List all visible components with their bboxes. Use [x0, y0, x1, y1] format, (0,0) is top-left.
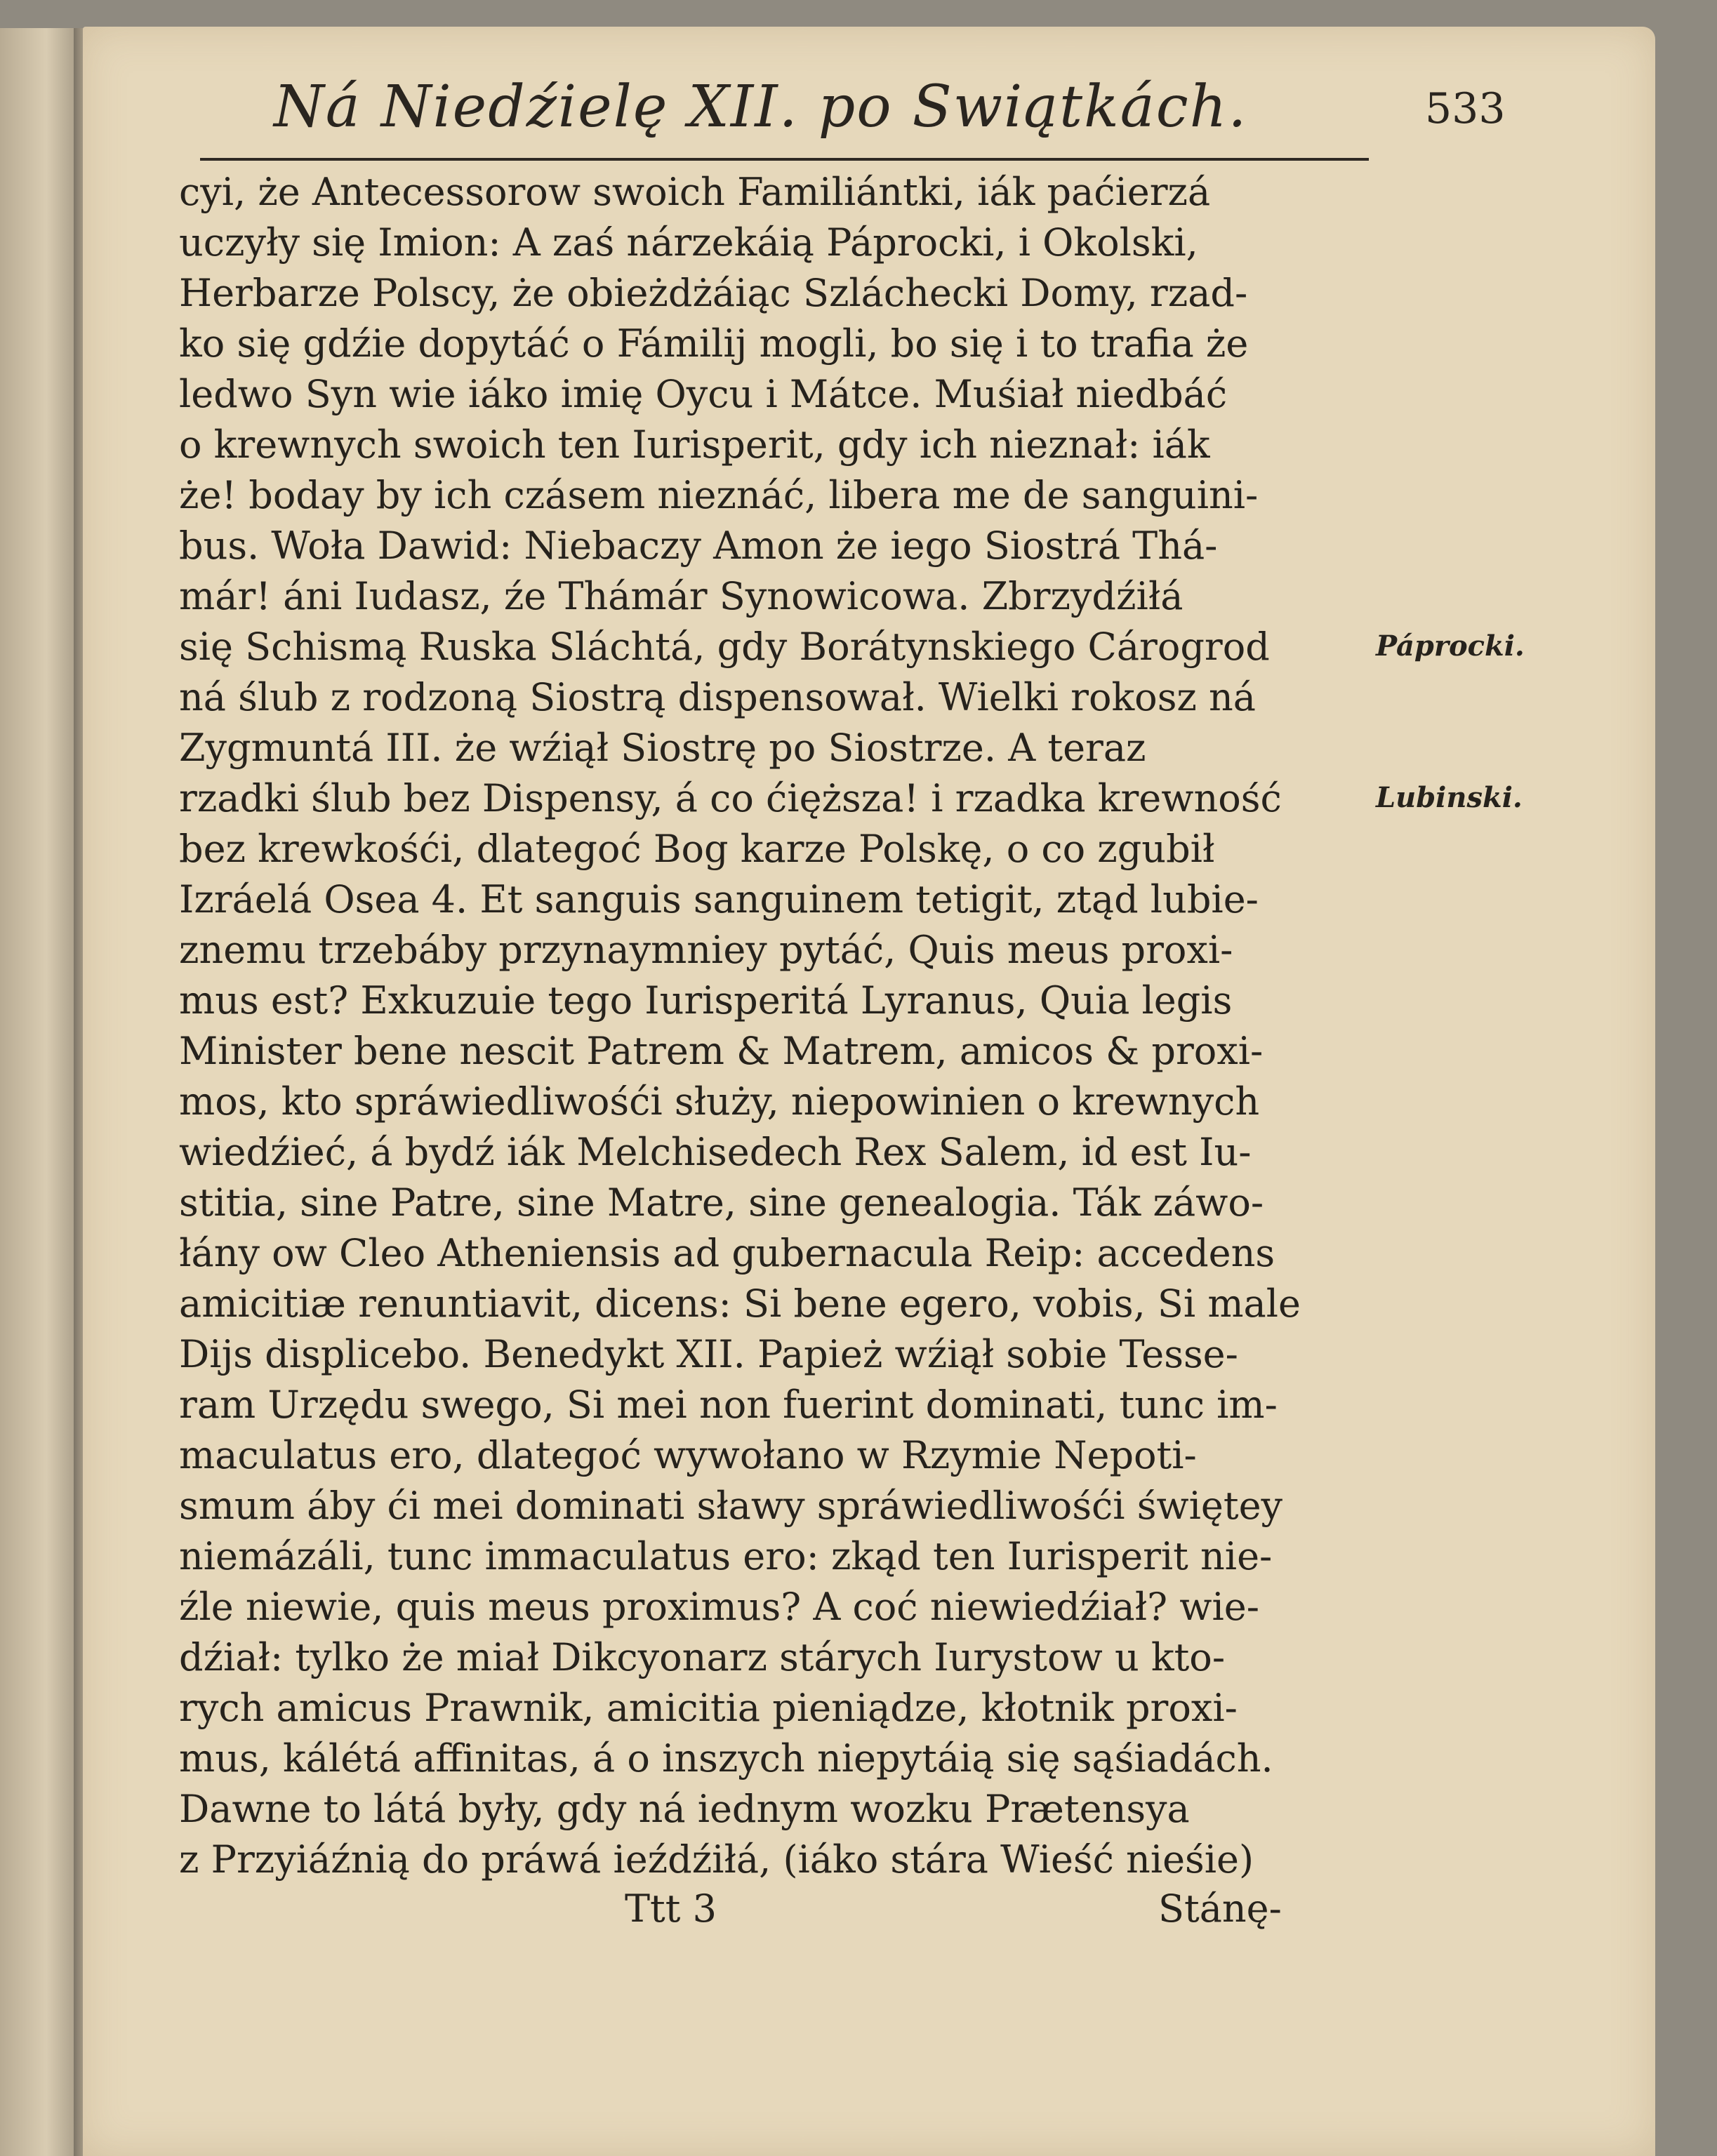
text-line: Herbarze Polscy, że obieżdżáiąc Szláchecki Domy, rzad-: [179, 271, 1248, 315]
text-line: Minister bene nescit Patrem & Matrem, amicos & proxi-: [179, 1029, 1264, 1073]
text-line: bez krewkośći, dlategoć Bog karze Polskę, o co zgubił: [179, 827, 1215, 871]
text-line: z Przyiáźnią do práwá ieźdźiłá, (iáko stára Wieść nieśie): [179, 1837, 1254, 1882]
text-line: stitia, sine Patre, sine Matre, sine genealogia. Ták záwo-: [179, 1180, 1264, 1225]
text-line: mos, kto spráwiedliwośći służy, niepowinien o krewnych: [179, 1079, 1260, 1124]
text-line: smum áby ći mei dominati sławy spráwiedliwośći świętey: [179, 1484, 1283, 1528]
text-line: már! áni Iudasz, źe Thámár Synowicowa. Zbrzydźiłá: [179, 574, 1184, 618]
text-line: o krewnych swoich ten Iurisperit, gdy ich nieznał: iák: [179, 422, 1210, 467]
text-line: ledwo Syn wie iáko imię Oycu i Mátce. Muśiał niedbáć: [179, 372, 1228, 416]
header-rule: [200, 158, 1369, 161]
text-line: rzadki ślub bez Dispensy, á co ćięższa! i rzadka krewność: [179, 776, 1282, 820]
text-line: Izráelá Osea 4. Et sanguis sanguinem tetigit, ztąd lubie-: [179, 877, 1259, 921]
text-line: maculatus ero, dlategoć wywołano w Rzymie Nepoti-: [179, 1433, 1197, 1477]
text-line: dźiał: tylko że miał Dikcyonarz stárych Iurystow u kto-: [179, 1635, 1226, 1679]
text-line: uczyły się Imion: A zaś nárzekáią Páprocki, i Okolski,: [179, 220, 1198, 265]
text-line: rych amicus Prawnik, amicitia pieniądze, kłotnik proxi-: [179, 1686, 1238, 1730]
text-line: bus. Woła Dawid: Niebaczy Amon że iego Siostrá Thá-: [179, 524, 1218, 568]
text-line: łány ow Cleo Atheniensis ad gubernacula Reip: accedens: [179, 1231, 1275, 1275]
text-line: ram Urzędu swego, Si mei non fuerint dominati, tunc im-: [179, 1383, 1278, 1427]
catchword: Stánę-: [1158, 1886, 1282, 1931]
page-number: 533: [1425, 84, 1506, 133]
text-line: ko się gdźie dopytáć o Fámilij mogli, bo się i to trafia że: [179, 321, 1249, 366]
margin-note: Lubinski.: [1376, 781, 1523, 814]
text-line: się Schismą Ruska Sláchtá, gdy Borátynskiego Cárogrod: [179, 625, 1270, 669]
text-line: Dawne to látá były, gdy ná iednym wozku Prætensya: [179, 1787, 1190, 1831]
text-line: mus, kálétá affinitas, á o inszych niepytáią się sąśiadách.: [179, 1736, 1273, 1781]
text-line: niemázáli, tunc immaculatus ero: zkąd ten Iurisperit nie-: [179, 1534, 1273, 1578]
margin-note: Páprocki.: [1376, 630, 1525, 663]
text-line: ná ślub z rodzoną Siostrą dispensował. Wielki rokosz ná: [179, 675, 1256, 719]
body-text: [179, 167, 1386, 1885]
text-line: źle niewie, quis meus proximus? A coć niewiedźiał? wie-: [179, 1585, 1259, 1629]
text-line: że! boday by ich czásem nieznáć, libera me de sanguini-: [179, 473, 1259, 517]
text-line: amicitiæ renuntiavit, dicens: Si bene egero, vobis, Si male: [179, 1282, 1301, 1326]
text-line: znemu trzebáby przynaymniey pytáć, Quis meus proxi-: [179, 928, 1233, 972]
signature-mark: Ttt 3: [625, 1886, 717, 1931]
text-line: wiedźieć, á bydź iák Melchisedech Rex Salem, id est Iu-: [179, 1130, 1252, 1174]
text-line: Zygmuntá III. że wźiął Siostrę po Siostrze. A teraz: [179, 726, 1146, 770]
text-line: Dijs displicebo. Benedykt XII. Papież wźiął sobie Tesse-: [179, 1332, 1238, 1376]
running-head: Ná Niedźielę XII. po Swiątkách.: [274, 74, 1248, 140]
text-line: cyi, że Antecessorow swoich Familiántki, iák paćierzá: [179, 170, 1211, 214]
text-line: mus est? Exkuzuie tego Iurisperitá Lyranus, Quia legis: [179, 978, 1233, 1023]
